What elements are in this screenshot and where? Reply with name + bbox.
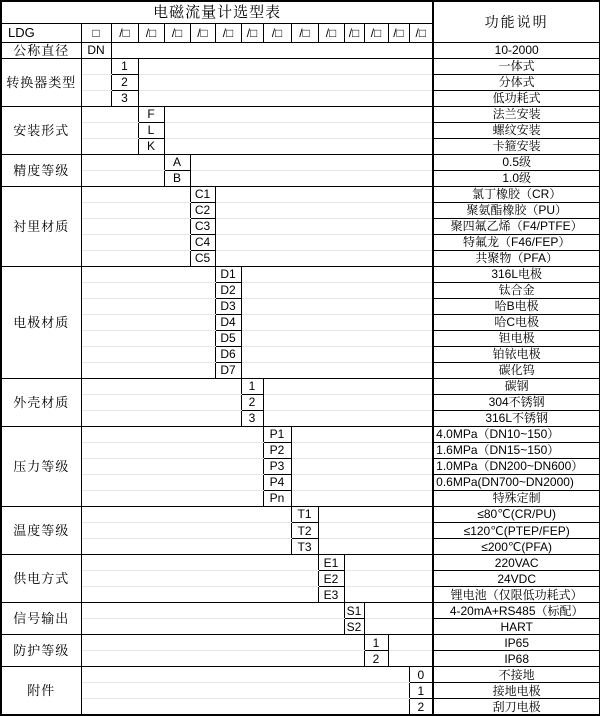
code-cell: C4 xyxy=(190,234,215,250)
function-cell: 哈C电极 xyxy=(433,314,600,330)
function-cell: 4.0MPa（DN10~150） xyxy=(433,426,600,442)
model-slot-cell: /□ xyxy=(138,23,164,42)
spacer-cell xyxy=(81,571,318,587)
code-cell: E3 xyxy=(318,587,344,603)
code-cell: 2 xyxy=(364,651,388,667)
group-label: 电极材质 xyxy=(1,266,81,378)
spacer-cell xyxy=(263,410,433,426)
spacer-cell xyxy=(138,74,433,90)
group-label: 公称直径 xyxy=(1,42,81,58)
code-cell: T1 xyxy=(291,506,318,522)
code-cell: 3 xyxy=(111,90,138,106)
code-cell: Pn xyxy=(263,490,291,506)
model-slot-cell: /□ xyxy=(164,23,190,42)
spacer-cell xyxy=(81,154,164,170)
function-cell: 共聚物（PFA） xyxy=(433,250,600,266)
function-cell: 碳化钨 xyxy=(433,362,600,378)
code-cell: 3 xyxy=(241,410,263,426)
spacer-cell xyxy=(81,474,263,490)
spacer-cell xyxy=(81,282,215,298)
function-cell: 哈B电极 xyxy=(433,298,600,314)
spacer-cell xyxy=(81,490,263,506)
group-label: 转换器类型 xyxy=(1,58,81,106)
spacer-cell xyxy=(81,298,215,314)
spacer-cell xyxy=(215,250,433,266)
code-cell: D2 xyxy=(215,282,241,298)
spacer-cell xyxy=(81,442,263,458)
function-cell: 刮刀电极 xyxy=(433,699,600,715)
spacer-cell xyxy=(388,651,433,667)
spacer-cell xyxy=(81,170,164,186)
group-label: 衬里材质 xyxy=(1,186,81,266)
function-cell: 特殊定制 xyxy=(433,490,600,506)
code-cell: P4 xyxy=(263,474,291,490)
spacer-cell xyxy=(81,250,190,266)
spacer-cell xyxy=(81,635,364,651)
spacer-cell xyxy=(241,298,433,314)
function-cell: 不接地 xyxy=(433,667,600,683)
code-cell: 1 xyxy=(241,378,263,394)
group-label: 压力等级 xyxy=(1,426,81,506)
spacer-cell xyxy=(318,539,433,555)
model-slot-cell: /□ xyxy=(190,23,215,42)
function-cell: 聚氨酯橡胶（PU） xyxy=(433,202,600,218)
spacer-cell xyxy=(111,42,433,58)
spacer-cell xyxy=(241,346,433,362)
spacer-cell xyxy=(190,154,433,170)
spacer-cell xyxy=(344,571,433,587)
spacer-cell xyxy=(344,587,433,603)
spacer-cell xyxy=(81,378,241,394)
code-cell: C3 xyxy=(190,218,215,234)
spacer-cell xyxy=(81,603,344,619)
function-cell: IP65 xyxy=(433,635,600,651)
spacer-cell xyxy=(291,458,433,474)
spacer-cell xyxy=(215,202,433,218)
function-cell: 316L电极 xyxy=(433,266,600,282)
spacer-cell xyxy=(81,58,111,74)
code-cell: 1 xyxy=(409,683,433,699)
code-cell: 2 xyxy=(241,394,263,410)
spacer-cell xyxy=(164,138,433,154)
group-label: 精度等级 xyxy=(1,154,81,186)
code-cell: D3 xyxy=(215,298,241,314)
model-slot-cell: /□ xyxy=(344,23,364,42)
code-cell: K xyxy=(138,138,164,154)
spacer-cell xyxy=(81,539,291,555)
function-cell: 低功耗式 xyxy=(433,90,600,106)
model-slot-cell: /□ xyxy=(291,23,318,42)
spacer-cell xyxy=(241,282,433,298)
function-cell: 铂铱电极 xyxy=(433,346,600,362)
code-cell: P3 xyxy=(263,458,291,474)
function-cell: 1.0级 xyxy=(433,170,600,186)
spacer-cell xyxy=(81,587,318,603)
spacer-cell xyxy=(81,458,263,474)
code-cell: C2 xyxy=(190,202,215,218)
function-cell: 法兰安装 xyxy=(433,106,600,122)
spacer-cell xyxy=(81,106,138,122)
spacer-cell xyxy=(364,619,433,635)
model-slot-cell: /□ xyxy=(318,23,344,42)
spacer-cell xyxy=(81,683,409,699)
spacer-cell xyxy=(81,394,241,410)
model-slot-cell: /□ xyxy=(409,23,433,42)
spacer-cell xyxy=(81,346,215,362)
spacer-cell xyxy=(81,410,241,426)
function-cell: 1.6MPa（DN15~150） xyxy=(433,442,600,458)
spacer-cell xyxy=(215,186,433,202)
spacer-cell xyxy=(291,442,433,458)
spacer-cell xyxy=(241,362,433,378)
function-cell: 10-2000 xyxy=(433,42,600,58)
spacer-cell xyxy=(215,218,433,234)
spacer-cell xyxy=(81,362,215,378)
spacer-cell xyxy=(81,523,291,539)
code-cell: T3 xyxy=(291,539,318,555)
spacer-cell xyxy=(263,378,433,394)
spacer-cell xyxy=(138,90,433,106)
group-label: 安装形式 xyxy=(1,106,81,154)
spacer-cell xyxy=(81,555,318,571)
spacer-cell xyxy=(81,122,138,138)
spacer-cell xyxy=(241,266,433,282)
spacer-cell xyxy=(164,122,433,138)
function-cell: 220VAC xyxy=(433,555,600,571)
code-cell: P2 xyxy=(263,442,291,458)
function-cell: HART xyxy=(433,619,600,635)
spacer-cell xyxy=(241,330,433,346)
function-cell: 螺纹安装 xyxy=(433,122,600,138)
model-slot-cell: /□ xyxy=(364,23,388,42)
function-cell: 316L不锈钢 xyxy=(433,410,600,426)
table-title: 电磁流量计选型表 xyxy=(153,3,282,21)
function-cell: IP68 xyxy=(433,651,600,667)
function-cell: 0.5级 xyxy=(433,154,600,170)
function-cell: 卡箍安装 xyxy=(433,138,600,154)
model-box-cell: □ xyxy=(81,23,111,42)
spacer-cell xyxy=(364,603,433,619)
function-cell: 钽电极 xyxy=(433,330,600,346)
spacer-cell xyxy=(81,426,263,442)
group-label: 供电方式 xyxy=(1,555,81,603)
function-cell: 304不锈钢 xyxy=(433,394,600,410)
spacer-cell xyxy=(241,314,433,330)
code-cell: D4 xyxy=(215,314,241,330)
spacer-cell xyxy=(291,426,433,442)
code-cell: E1 xyxy=(318,555,344,571)
function-cell: 接地电极 xyxy=(433,683,600,699)
spacer-cell xyxy=(81,218,190,234)
spacer-cell xyxy=(81,699,409,715)
function-cell: 1.0MPa（DN200~DN600） xyxy=(433,458,600,474)
spacer-cell xyxy=(138,58,433,74)
group-label: 附件 xyxy=(1,667,81,715)
spacer-cell xyxy=(81,651,364,667)
spacer-cell xyxy=(215,234,433,250)
group-label: 温度等级 xyxy=(1,506,81,554)
model-slot-cell: /□ xyxy=(111,23,138,42)
function-cell: 碳钢 xyxy=(433,378,600,394)
code-cell: E2 xyxy=(318,571,344,587)
function-column-header: 功能说明 xyxy=(433,1,600,42)
function-cell: 氯丁橡胶（CR） xyxy=(433,186,600,202)
spacer-cell xyxy=(81,138,138,154)
spacer-cell xyxy=(81,506,291,522)
code-cell: S2 xyxy=(344,619,364,635)
spacer-cell xyxy=(81,74,111,90)
code-cell: T2 xyxy=(291,523,318,539)
spacer-cell xyxy=(190,170,433,186)
function-cell: 一体式 xyxy=(433,58,600,74)
spacer-cell xyxy=(291,490,433,506)
code-cell: P1 xyxy=(263,426,291,442)
selection-table-body xyxy=(1,1,600,715)
spacer-cell xyxy=(291,474,433,490)
code-cell: D1 xyxy=(215,266,241,282)
spacer-cell xyxy=(81,619,344,635)
code-cell: B xyxy=(164,170,190,186)
spacer-cell xyxy=(81,234,190,250)
group-label: 信号输出 xyxy=(1,603,81,635)
spacer-cell xyxy=(164,106,433,122)
code-cell: 1 xyxy=(111,58,138,74)
code-cell: 2 xyxy=(111,74,138,90)
spacer-cell xyxy=(388,635,433,651)
model-slot-cell: /□ xyxy=(241,23,263,42)
function-cell: ≤80℃(CR/PU) xyxy=(433,506,600,522)
spacer-cell xyxy=(263,394,433,410)
spacer-cell xyxy=(81,186,190,202)
function-cell: 钛合金 xyxy=(433,282,600,298)
function-cell: 聚四氟乙烯（F4/PTFE） xyxy=(433,218,600,234)
code-cell: F xyxy=(138,106,164,122)
code-cell: DN xyxy=(81,42,111,58)
model-prefix: LDG xyxy=(1,23,81,42)
code-cell: 1 xyxy=(364,635,388,651)
spacer-cell xyxy=(344,555,433,571)
code-cell: C1 xyxy=(190,186,215,202)
spacer-cell xyxy=(81,314,215,330)
function-cell: ≤200℃(PFA) xyxy=(433,539,600,555)
model-slot-cell: /□ xyxy=(263,23,291,42)
function-cell: 4-20mA+RS485（标配） xyxy=(433,603,600,619)
code-cell: A xyxy=(164,154,190,170)
code-cell: 2 xyxy=(409,699,433,715)
code-cell: D5 xyxy=(215,330,241,346)
function-cell: 分体式 xyxy=(433,74,600,90)
spacer-cell xyxy=(318,506,433,522)
group-label: 防护等级 xyxy=(1,635,81,667)
code-cell: S1 xyxy=(344,603,364,619)
function-cell: 锂电池（仅限低功耗式） xyxy=(433,587,600,603)
spacer-cell xyxy=(81,667,409,683)
function-cell: 24VDC xyxy=(433,571,600,587)
spacer-cell xyxy=(318,523,433,539)
spacer-cell xyxy=(81,202,190,218)
model-slot-cell: /□ xyxy=(388,23,409,42)
function-cell: 特氟龙（F46/FEP） xyxy=(433,234,600,250)
function-cell: ≤120℃(PTEP/FEP) xyxy=(433,523,600,539)
code-cell: D6 xyxy=(215,346,241,362)
code-cell: 0 xyxy=(409,667,433,683)
spacer-cell xyxy=(81,90,111,106)
code-cell: L xyxy=(138,122,164,138)
code-cell: C5 xyxy=(190,250,215,266)
function-cell: 0.6MPa(DN700~DN2000) xyxy=(433,474,600,490)
model-slot-cell: /□ xyxy=(215,23,241,42)
code-cell: D7 xyxy=(215,362,241,378)
group-label: 外壳材质 xyxy=(1,378,81,426)
spacer-cell xyxy=(81,266,215,282)
spacer-cell xyxy=(81,330,215,346)
